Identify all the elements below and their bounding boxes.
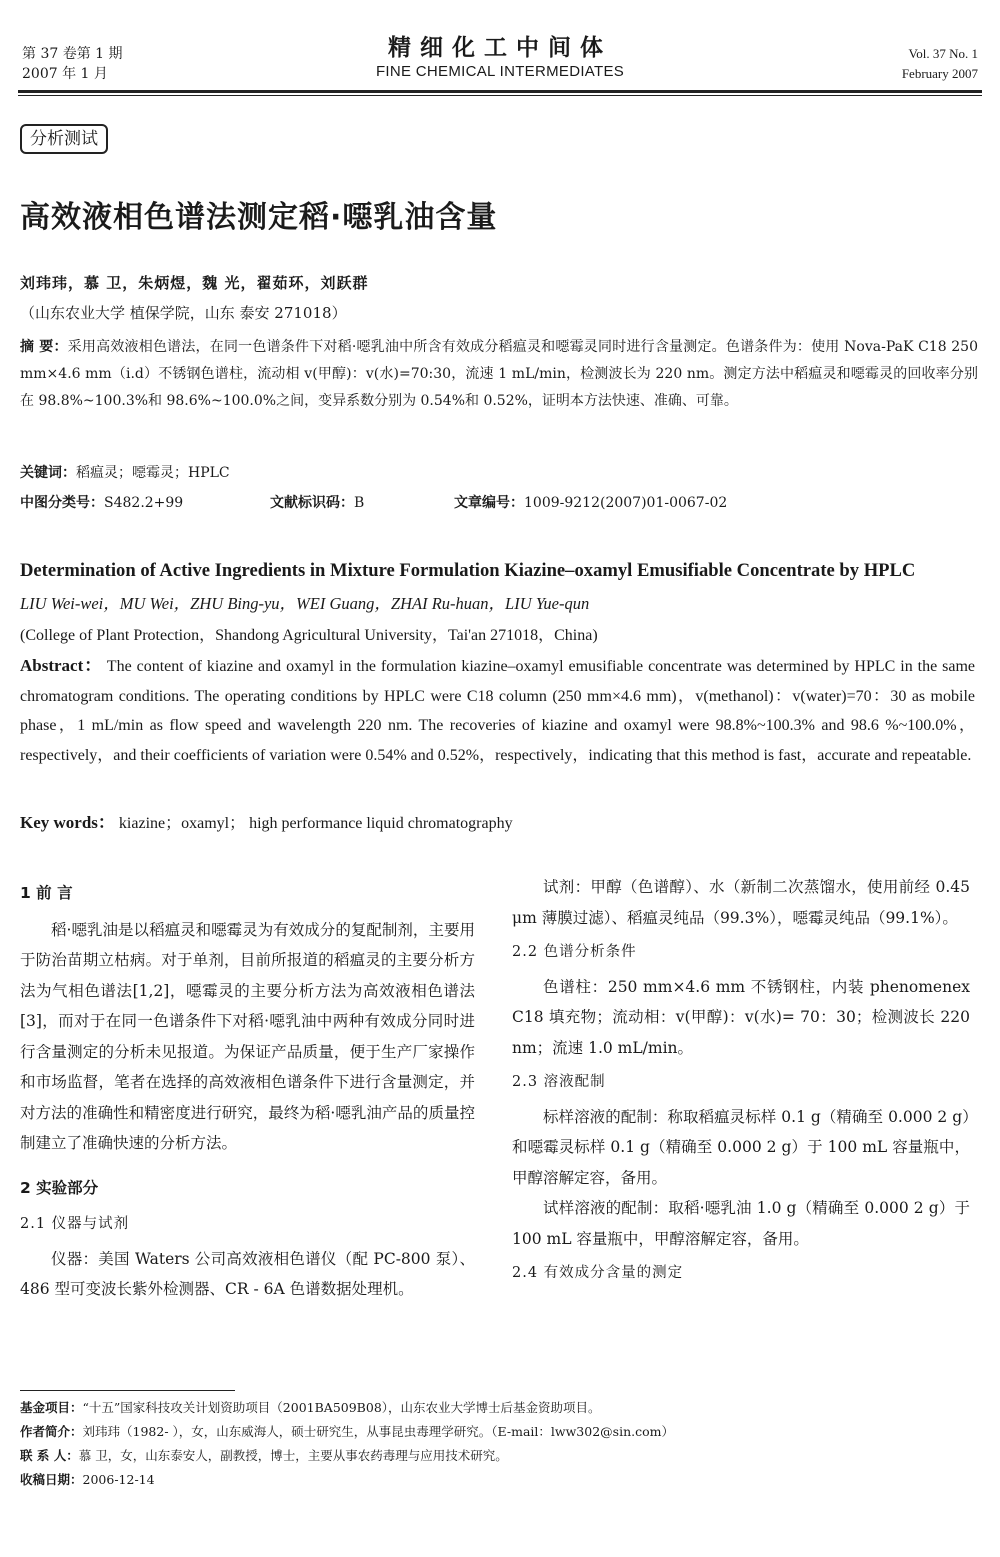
journal-name-en: FINE CHEMICAL INTERMEDIATES — [375, 63, 625, 80]
clc-value: S482.2+99 — [104, 495, 184, 511]
keywords-cn — [20, 462, 230, 482]
abstract-cn-label: 摘 要： — [20, 339, 68, 355]
header-rule — [18, 90, 982, 93]
document-code — [270, 492, 364, 512]
affiliation-en: (College of Plant Protection，Shandong Agricultural University，Tai'an 271018，China) — [20, 627, 598, 644]
section-1-heading: 1 前 言 — [20, 884, 73, 902]
received-label: 收稿日期： — [20, 1472, 83, 1487]
section-2-1-heading: 2.1 仪器与试剂 — [20, 1216, 130, 1232]
header-center — [300, 34, 700, 82]
footnotes — [20, 1396, 980, 1492]
volume-issue-en: Vol. 37 No. 1 — [908, 46, 978, 61]
abstract-en-label: Abstract： — [20, 656, 103, 675]
header-rule-thin — [18, 95, 982, 96]
section-1-paragraph: 稻·噁乳油是以稻瘟灵和噁霉灵为有效成分的复配制剂，主要用于防治苗期立枯病。对于单剂，目前所报道的稻瘟灵的主要分析方法为气相色谱法[1,2]，噁霉灵的主要分析方法为高效液相色谱法[3]，而对于在同一色谱条件下对稻·噁乳油中两种有效成分同时进行含量测定的分析未见报道。为保证产品质量，便于生产厂家操作和市场监督，笔者在选择的高效液相色谱条件下进行含量测定，并对方法的准确性和精密度进行研究，最终为稻·噁乳油产品的质量控制建立了准确快速的分析方法。 — [20, 920, 475, 1152]
section-2-2-heading: 2.2 色谱分析条件 — [512, 944, 637, 960]
footnote-author — [20, 1420, 980, 1444]
footnote-rule — [20, 1390, 235, 1391]
author-bio-label: 作者简介： — [20, 1424, 83, 1439]
section-tag: 分析测试 — [20, 124, 108, 154]
clc-label: 中图分类号： — [20, 495, 104, 511]
received-text: 2006-12-14 — [82, 1472, 155, 1487]
footnote-received — [20, 1468, 980, 1492]
article-number-label: 文章编号： — [454, 495, 524, 511]
funding-label: 基金项目： — [20, 1400, 83, 1415]
abstract-cn — [20, 334, 978, 415]
section-2-4-heading: 2.4 有效成分含量的测定 — [512, 1265, 684, 1281]
authors-en: LIU Wei-wei，MU Wei，ZHU Bing-yu，WEI Guang，ZHAI Ru-huan，LIU Yue-qun — [20, 594, 590, 613]
abstract-en — [20, 651, 975, 770]
contact-label: 联 系 人： — [20, 1448, 79, 1463]
journal-name-cn: 精细化工中间体 — [388, 35, 612, 61]
section-2-3-paragraph-1: 标样溶液的配制：称取稻瘟灵标样 0.1 g（精确至 0.000 2 g）和噁霉灵标样 0.1 g（精确至 0.000 2 g）于 100 mL 容量瓶中，甲醇溶解定容，备用。 — [512, 1107, 970, 1187]
author-bio-text: 刘玮玮（1982- ），女，山东威海人，硕士研究生，从事昆虫毒理学研究。（E-mail：lww302@sin.com） — [82, 1424, 674, 1439]
section-2-3-paragraph-2: 试样溶液的配制：取稻·噁乳油 1.0 g（精确至 0.000 2 g）于 100 mL 容量瓶中，甲醇溶解定容，备用。 — [512, 1199, 970, 1248]
article-number — [454, 492, 727, 512]
header-right — [902, 44, 978, 84]
article-number-value: 1009-9212(2007)01-0067-02 — [524, 495, 728, 511]
volume-issue-cn: 第 37 卷第 1 期 — [22, 46, 123, 62]
body-column-left — [20, 872, 475, 1305]
doc-code-value: B — [354, 495, 365, 511]
keywords-en-label: Key words： — [20, 813, 115, 832]
date-cn: 2007 年 1 月 — [22, 66, 108, 82]
abstract-en-text: The content of kiazine and oxamyl in the formulation kiazine–oxamyl emusifiable concentrate was determined by HPLC in the same chromatogram conditions. The operating conditions by HPLC were C18 column (250 mm×4.6 mm)，v(methanol)：v(water)=70：30 as mobile phase，1 mL/min as flow speed and wavelength 220 nm. The recoveries of kiazine and oxamyl were 98.8%~100.3% and 98.6 %~100.0%，respectively，and their coefficients of variation were 0.54% and 0.52%，respectively，indicating that this method is fast，accurate and repeatable. — [20, 658, 975, 764]
keywords-cn-text: 稻瘟灵；噁霉灵；HPLC — [76, 465, 230, 481]
funding-text: “十五”国家科技攻关计划资助项目（2001BA509B08），山东农业大学博士后基金资助项目。 — [82, 1400, 601, 1415]
section-2-1-paragraph-1: 仪器：美国 Waters 公司高效液相色谱仪（配 PC-800 泵）、486 型可变波长紫外检测器、CR - 6A 色谱数据处理机。 — [20, 1249, 475, 1298]
footnote-contact — [20, 1444, 980, 1468]
footnote-funding — [20, 1396, 980, 1420]
keywords-cn-label: 关键词： — [20, 465, 76, 481]
affiliation-cn: （山东农业大学 植保学院，山东 泰安 271018） — [20, 304, 347, 322]
date-en: February 2007 — [901, 66, 978, 81]
authors-cn: 刘玮玮，慕 卫，朱炳煜，魏 光，翟茹环，刘跃群 — [20, 274, 369, 292]
body-column-right — [512, 872, 970, 1293]
keywords-en-text: kiazine；oxamyl； high performance liquid chromatography — [118, 815, 513, 832]
keywords-en — [20, 808, 513, 833]
contact-text: 慕 卫，女，山东泰安人，副教授，博士，主要从事农药毒理与应用技术研究。 — [78, 1448, 508, 1463]
section-2-heading: 2 实验部分 — [20, 1178, 99, 1197]
section-2-2-paragraph: 色谱柱：250 mm×4.6 mm 不锈钢柱，内装 phenomenex C18 填充物；流动相：v(甲醇)：v(水)= 70：30；检测波长 220 nm；流速 1.0 mL/min。 — [512, 977, 970, 1057]
clc-number — [20, 492, 183, 512]
doc-code-label: 文献标识码： — [270, 495, 354, 511]
section-2-3-heading: 2.3 溶液配制 — [512, 1074, 606, 1090]
section-2-1-paragraph-2: 试剂：甲醇（色谱醇）、水（新制二次蒸馏水，使用前经 0.45 μm 薄膜过滤）、稻瘟灵纯品（99.3%），噁霉灵纯品（99.1%）。 — [512, 878, 970, 927]
header-left — [22, 44, 123, 84]
abstract-cn-text: 采用高效液相色谱法，在同一色谱条件下对稻·噁乳油中所含有效成分稻瘟灵和噁霉灵同时进行含量测定。色谱条件为：使用 Nova-PaK C18 250 mm×4.6 mm（i.d）不锈钢色谱柱，流动相 v(甲醇)：v(水)=70:30，流速 1 mL/min，检测波长为 220 nm。测定方法中稻瘟灵和噁霉灵的回收率分别在 98.8%~100.3%和 98.6%~100.0%之间，变异系数分别为 0.54%和 0.52%，证明本方法快速、准确、可靠。 — [20, 339, 978, 409]
article-title-en: Determination of Active Ingredients in Mixture Formulation Kiazine–oxamyl Emusifiable Concentrate by HPLC — [20, 560, 916, 581]
article-title-cn: 高效液相色谱法测定稻·噁乳油含量 — [20, 200, 498, 235]
